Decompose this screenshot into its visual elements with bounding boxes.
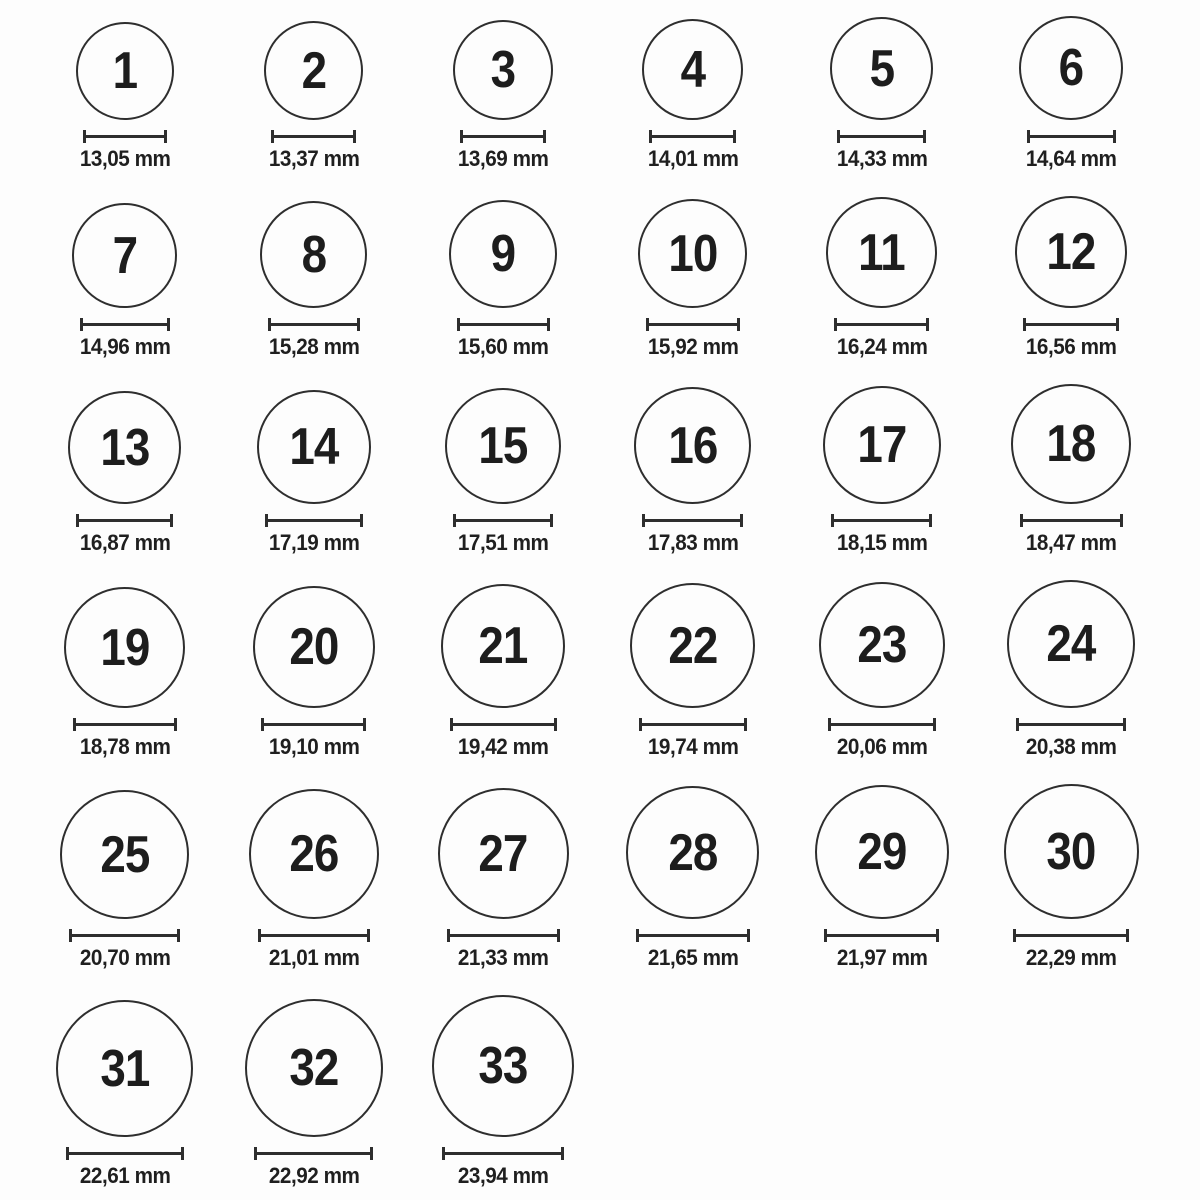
size-circle [638, 199, 747, 308]
diameter-dimension-line [649, 130, 736, 143]
ring-size-item [1011, 384, 1131, 556]
diameter-label: 16,56 mm [1026, 334, 1117, 359]
ring-size-item [264, 21, 363, 172]
ring-size-item [1004, 784, 1139, 971]
diameter-dimension-line [73, 718, 177, 731]
size-number: 20 [289, 618, 339, 676]
size-circle [249, 789, 379, 919]
size-number: 9 [491, 225, 516, 283]
diameter-dimension-line [80, 318, 170, 331]
size-circle [245, 999, 383, 1137]
size-circle [823, 386, 941, 504]
diameter-label: 21,65 mm [647, 945, 738, 970]
diameter-label: 21,01 mm [268, 945, 360, 970]
diameter-dimension-line [636, 929, 750, 942]
diameter-dimension-line [66, 1147, 184, 1160]
diameter-label: 21,33 mm [458, 945, 549, 970]
size-number: 28 [668, 823, 718, 882]
size-number: 31 [100, 1039, 150, 1098]
size-circle [449, 200, 557, 308]
size-circle [1019, 16, 1123, 120]
diameter-dimension-line [824, 929, 939, 942]
ring-size-item [453, 20, 553, 172]
diameter-label: 22,29 mm [1026, 945, 1117, 970]
diameter-label: 18,78 mm [79, 734, 170, 759]
size-circle [1007, 580, 1135, 708]
size-circle [257, 390, 371, 504]
ring-size-item [56, 1000, 193, 1189]
size-circle [630, 583, 755, 708]
size-circle [438, 788, 569, 919]
size-circle [642, 19, 743, 120]
size-number: 29 [857, 823, 907, 881]
diameter-dimension-line [83, 130, 167, 143]
diameter-label: 14,01 mm [647, 146, 738, 171]
diameter-dimension-line [442, 1147, 564, 1160]
size-number: 15 [478, 417, 528, 475]
size-number: 1 [112, 42, 137, 100]
diameter-label: 20,70 mm [79, 945, 170, 970]
size-number: 32 [289, 1039, 339, 1097]
diameter-label: 16,24 mm [836, 334, 928, 359]
size-number: 5 [869, 39, 895, 98]
size-number: 26 [289, 825, 339, 883]
ring-size-item [72, 203, 177, 360]
ring-size-item [245, 999, 383, 1189]
size-circle [72, 203, 177, 308]
diameter-dimension-line [265, 514, 363, 527]
size-number: 23 [857, 616, 907, 674]
size-circle [264, 21, 363, 120]
size-circle [1015, 196, 1127, 308]
size-circle [1011, 384, 1131, 504]
diameter-label: 18,15 mm [836, 530, 928, 555]
diameter-dimension-line [834, 318, 929, 331]
size-number: 19 [100, 618, 150, 677]
size-number: 2 [301, 41, 327, 100]
size-number: 13 [100, 418, 150, 477]
size-circle [432, 995, 574, 1137]
diameter-label: 13,05 mm [79, 146, 170, 171]
diameter-dimension-line [450, 718, 557, 731]
size-circle [626, 786, 759, 919]
size-circle [453, 20, 553, 120]
size-number: 16 [668, 416, 718, 475]
size-circle [260, 201, 367, 308]
diameter-dimension-line [646, 318, 740, 331]
diameter-label: 20,06 mm [836, 734, 928, 759]
ring-size-item [830, 17, 933, 172]
ring-size-item [64, 587, 185, 760]
ring-size-item [249, 789, 379, 971]
diameter-dimension-line [1027, 130, 1116, 143]
size-number: 24 [1046, 615, 1096, 673]
diameter-dimension-line [69, 929, 180, 942]
diameter-dimension-line [639, 718, 747, 731]
ring-size-item [626, 786, 759, 971]
size-circle [445, 388, 561, 504]
diameter-dimension-line [1023, 318, 1119, 331]
diameter-label: 17,83 mm [647, 530, 738, 555]
diameter-dimension-line [254, 1147, 373, 1160]
diameter-dimension-line [261, 718, 366, 731]
ring-size-item [438, 788, 569, 971]
ring-size-item [815, 785, 949, 971]
ring-size-item [826, 197, 937, 360]
diameter-label: 19,10 mm [268, 734, 360, 759]
size-circle [1004, 784, 1139, 919]
size-number: 6 [1059, 39, 1084, 97]
diameter-dimension-line [837, 130, 926, 143]
diameter-dimension-line [76, 514, 173, 527]
diameter-label: 23,94 mm [458, 1163, 549, 1188]
size-circle [826, 197, 937, 308]
ring-size-item [60, 790, 189, 971]
diameter-label: 17,19 mm [268, 530, 360, 555]
size-number: 27 [478, 824, 528, 883]
diameter-dimension-line [271, 130, 356, 143]
size-number: 33 [478, 1037, 528, 1095]
size-circle [815, 785, 949, 919]
ring-size-item [253, 586, 375, 760]
size-circle [76, 22, 174, 120]
ring-size-item [1007, 580, 1135, 760]
size-circle [56, 1000, 193, 1137]
diameter-label: 22,61 mm [79, 1163, 170, 1188]
size-number: 18 [1046, 415, 1096, 473]
size-number: 22 [668, 616, 718, 675]
size-circle [634, 387, 751, 504]
diameter-label: 19,42 mm [458, 734, 549, 759]
ring-size-item [76, 22, 174, 172]
diameter-dimension-line [828, 718, 936, 731]
size-circle [819, 582, 945, 708]
diameter-dimension-line [268, 318, 360, 331]
diameter-dimension-line [453, 514, 553, 527]
diameter-label: 15,28 mm [268, 334, 360, 359]
size-circle [253, 586, 375, 708]
size-circle [68, 391, 181, 504]
diameter-label: 21,97 mm [836, 945, 928, 970]
diameter-dimension-line [447, 929, 560, 942]
size-number: 3 [491, 41, 516, 99]
diameter-dimension-line [258, 929, 370, 942]
diameter-label: 20,38 mm [1026, 734, 1117, 759]
diameter-label: 13,37 mm [268, 146, 360, 171]
ring-size-item [638, 199, 747, 360]
ring-size-item [630, 583, 755, 760]
diameter-label: 15,92 mm [647, 334, 738, 359]
ring-size-item [1015, 196, 1127, 360]
ring-size-item [68, 391, 181, 556]
ring-size-item [634, 387, 751, 556]
size-number: 17 [857, 416, 907, 474]
size-number: 25 [100, 825, 150, 884]
ring-size-item [257, 390, 371, 556]
size-circle [60, 790, 189, 919]
ring-size-item [823, 386, 941, 556]
diameter-label: 18,47 mm [1026, 530, 1117, 555]
size-number: 7 [112, 226, 137, 285]
ring-size-item [449, 200, 557, 360]
diameter-dimension-line [460, 130, 546, 143]
size-number: 11 [858, 223, 906, 282]
diameter-label: 13,69 mm [458, 146, 549, 171]
diameter-dimension-line [831, 514, 932, 527]
size-number: 14 [289, 418, 339, 476]
size-number: 12 [1046, 223, 1096, 281]
ring-size-item [642, 19, 743, 172]
size-circle [441, 584, 565, 708]
diameter-label: 16,87 mm [79, 530, 170, 555]
ring-size-item [1019, 16, 1123, 172]
ring-size-item [819, 582, 945, 760]
diameter-label: 17,51 mm [458, 530, 549, 555]
diameter-label: 22,92 mm [268, 1163, 360, 1188]
ring-size-item [260, 201, 367, 360]
size-number: 10 [668, 224, 718, 283]
ring-size-item [441, 584, 565, 760]
size-number: 4 [680, 40, 705, 99]
diameter-label: 14,33 mm [836, 146, 928, 171]
diameter-dimension-line [1020, 514, 1123, 527]
diameter-dimension-line [457, 318, 550, 331]
size-circle [64, 587, 185, 708]
size-number: 30 [1046, 822, 1096, 881]
diameter-dimension-line [1013, 929, 1129, 942]
size-number: 8 [301, 225, 327, 284]
diameter-dimension-line [1016, 718, 1126, 731]
diameter-label: 15,60 mm [458, 334, 549, 359]
diameter-label: 14,64 mm [1026, 146, 1117, 171]
ring-size-item [445, 388, 561, 556]
diameter-label: 14,96 mm [79, 334, 170, 359]
size-number: 21 [478, 617, 528, 675]
diameter-label: 19,74 mm [647, 734, 738, 759]
ring-size-item [432, 995, 574, 1189]
diameter-dimension-line [642, 514, 743, 527]
size-circle [830, 17, 933, 120]
